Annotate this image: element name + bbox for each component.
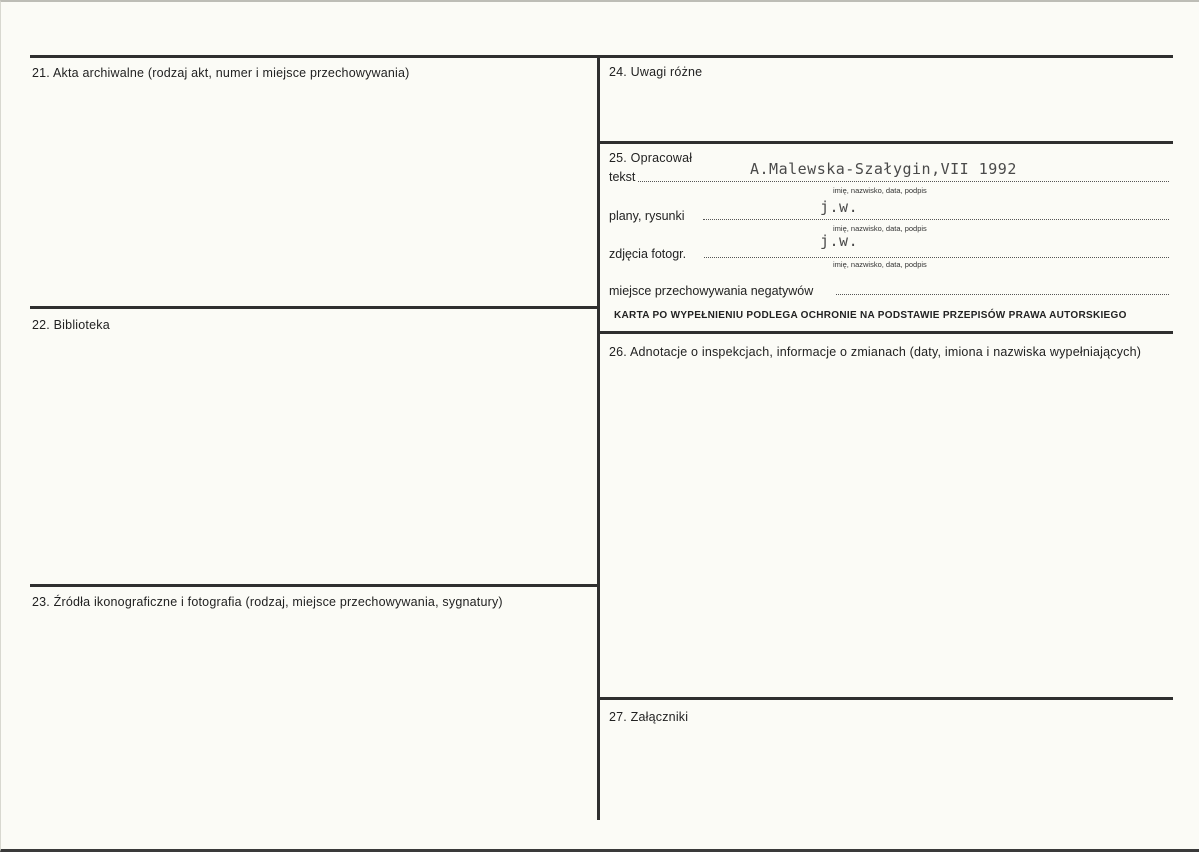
plans-caption: imię, nazwisko, data, podpis [833,224,927,233]
section-22-title: 22. Biblioteka [32,318,110,332]
negatives-line [836,294,1169,295]
text-caption: imię, nazwisko, data, podpis [833,186,927,195]
text-line [638,181,1169,182]
section-27-title: 27. Załączniki [609,710,689,724]
text-author-value: A.Malewska-Szałygin,VII 1992 [750,160,1017,178]
rule-22-23 [30,584,598,587]
plans-label: plany, rysunki [609,209,685,223]
rule-21-22 [30,306,598,309]
plans-value: j.w. [820,198,859,216]
section-25-title: 25. Opracował [609,151,693,165]
center-divider [597,55,600,820]
rule-24-25 [598,141,1173,144]
section-24-title: 24. Uwagi różne [609,65,703,79]
photos-label: zdjęcia fotogr. [609,247,687,261]
negatives-label: miejsce przechowywania negatywów [609,284,814,298]
section-26-title: 26. Adnotacje o inspekcjach, informacje o zmianach (daty, imiona i nazwiska wypełniających) [609,345,1142,359]
rule-25-26 [598,331,1173,334]
plans-line [703,219,1169,220]
photos-line [704,257,1169,258]
copyright-notice: KARTA PO WYPEŁNIENIU PODLEGA OCHRONIE NA PODSTAWIE PRZEPISÓW PRAWA AUTORSKIEGO [614,310,1127,321]
rule-26-27 [598,697,1173,700]
photos-caption: imię, nazwisko, data, podpis [833,260,927,269]
section-21-title: 21. Akta archiwalne (rodzaj akt, numer i miejsce przechowywania) [32,66,410,80]
section-23-title: 23. Źródła ikonograficzne i fotografia (rodzaj, miejsce przechowywania, sygnatury) [32,595,503,609]
photos-value: j.w. [820,232,859,250]
text-label: tekst [609,170,636,184]
top-rule [30,55,1173,58]
